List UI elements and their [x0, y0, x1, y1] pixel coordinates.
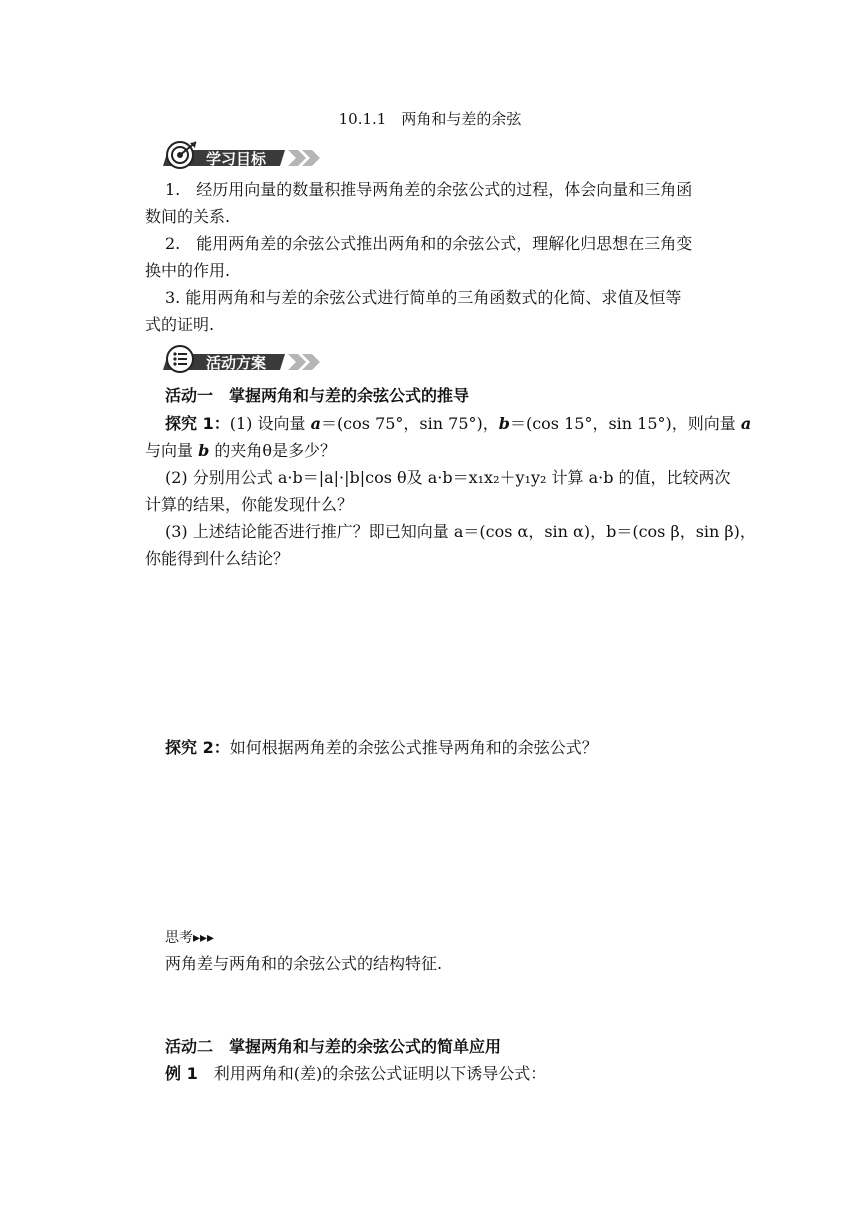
activity-plan-banner	[160, 344, 325, 374]
example-1-label: 例 1	[165, 1064, 198, 1083]
q1-mid-2: ＝(cos 15°，sin 15°)，则向量	[509, 414, 741, 433]
goal-1-line-1: 1. 经历用向量的数量积推导两角差的余弦公式的过程，体会向量和三角函	[165, 180, 693, 199]
explore-2-label: 探究 2：	[165, 738, 230, 757]
think-text: 两角差与两角和的余弦公式的结构特征.	[165, 954, 443, 973]
activity-2-heading: 活动二 掌握两角和与差的余弦公式的简单应用	[165, 1037, 502, 1056]
goal-3-line-1: 3. 能用两角和与差的余弦公式进行简单的三角函数式的化简、求值及恒等	[165, 288, 682, 307]
goal-2-line-1: 2. 能用两角差的余弦公式推出两角和的余弦公式，理解化归思想在三角变	[165, 234, 693, 253]
explore-1-q3-line-1: (3) 上述结论能否进行推广？即已知向量 a＝(cos α，sin α)，b＝(cos β，sin β)，	[165, 522, 756, 541]
explore-2	[165, 738, 598, 758]
vector-b: b	[498, 414, 510, 433]
goal-3-line-2: 式的证明.	[145, 315, 215, 334]
explore-1-q2-line-2: 计算的结果，你能发现什么？	[145, 495, 354, 514]
page-title: 10.1.1 两角和与差的余弦	[338, 110, 522, 128]
q1-mid-1: ＝(cos 75°，sin 75°)，	[320, 414, 499, 433]
explore-1-q3-line-2: 你能得到什么结论？	[145, 549, 290, 568]
explore-1-q1-line-1	[165, 414, 751, 434]
explore-2-text: 如何根据两角差的余弦公式推导两角和的余弦公式？	[229, 738, 598, 757]
q1-line-2-post: 的夹角θ是多少？	[209, 441, 337, 460]
vector-a: a	[740, 414, 752, 433]
example-1	[165, 1064, 546, 1084]
vector-b: b	[198, 441, 210, 460]
banner-label: 学习目标	[206, 150, 267, 168]
goal-2-line-2: 换中的作用.	[145, 261, 231, 280]
think-label: 思考▸▸▸	[165, 930, 215, 946]
q1-prefix: (1) 设向量	[229, 414, 311, 433]
goal-1-line-2: 数间的关系.	[145, 207, 231, 226]
explore-1-q2-line-1: (2) 分别用公式 a·b＝|a|·|b|cos θ及 a·b＝x₁x₂＋y₁y₂ 计算 a·b 的值，比较两次	[165, 468, 731, 487]
list-icon	[167, 346, 193, 372]
activity-1-heading: 活动一 掌握两角和与差的余弦公式的推导	[165, 386, 470, 405]
vector-a: a	[310, 414, 321, 433]
explore-1-label: 探究 1：	[165, 414, 230, 433]
explore-1-q1-line-2	[145, 441, 336, 461]
learning-goals-banner	[160, 140, 325, 170]
example-1-text: 利用两角和(差)的余弦公式证明以下诱导公式：	[197, 1064, 547, 1083]
q1-line-2-pre: 与向量	[145, 441, 199, 460]
banner-label: 活动方案	[206, 354, 267, 372]
